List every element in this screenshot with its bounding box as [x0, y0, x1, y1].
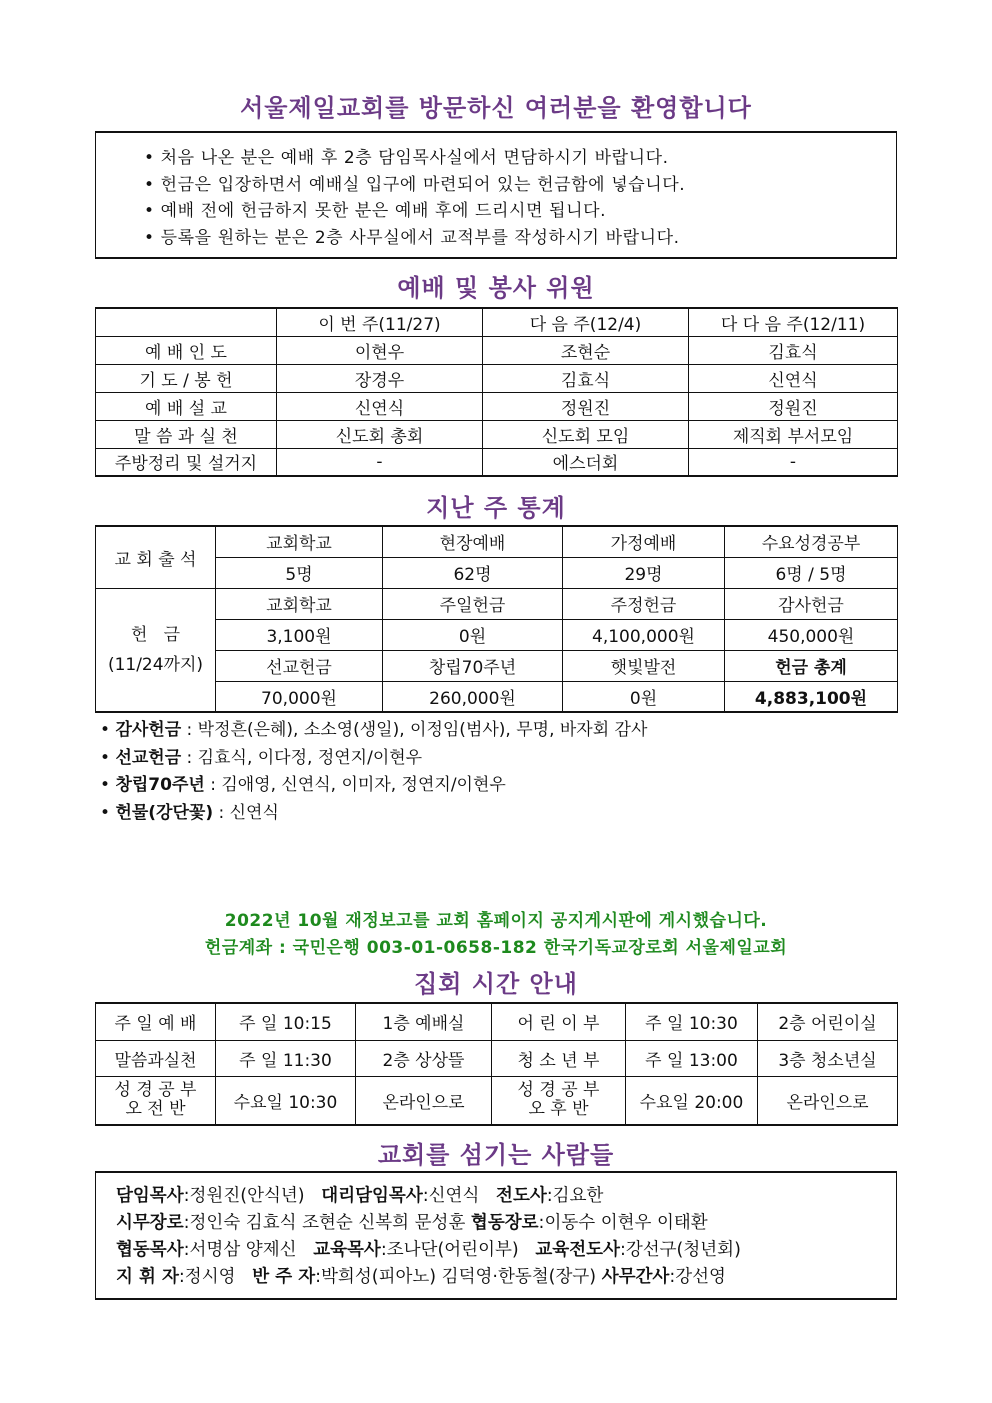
table-cell: 정원진 — [483, 392, 689, 420]
note-text: : 신연식 — [213, 802, 279, 823]
staff-role: 협동장로 — [470, 1213, 539, 1233]
staff-role: 전도사 — [496, 1186, 547, 1206]
table-cell — [492, 1076, 626, 1125]
table-cell: 제직회 부서모임 — [689, 420, 898, 448]
table-cell: 1층 예배실 — [356, 1003, 492, 1040]
table-cell: 6명 / 5명 — [725, 557, 898, 588]
note-item: • 창립70주년 : 김애영, 신연식, 이미자, 정연지/이현우 — [100, 775, 506, 795]
table-cell: 예 배 설 교 — [96, 392, 277, 420]
note-text: : 박정흔(은혜), 소소영(생일), 이정임(범사), 무명, 바자회 감사 — [181, 720, 648, 740]
stats-title: 지난 주 통계 — [426, 494, 566, 522]
table-row — [96, 448, 898, 476]
staff-lines — [116, 1183, 896, 1291]
table-cell: 3,100원 — [216, 619, 383, 650]
study-pm-line2: 오 후 반 — [528, 1099, 589, 1120]
table-cell: 29명 — [563, 557, 725, 588]
table-cell: 신도회 모임 — [483, 420, 689, 448]
note-text: : 김애영, 신연식, 이미자, 정연지/이현우 — [204, 775, 506, 795]
list-item: • 예배 전에 헌금하지 못한 분은 예배 후에 드리시면 됩니다. — [144, 198, 896, 225]
table-cell: 260,000원 — [383, 681, 563, 712]
table-cell: 450,000원 — [725, 619, 898, 650]
table-cell: 주일헌금 — [383, 588, 563, 619]
study-am-line1: 성 경 공 부 — [114, 1080, 197, 1101]
note-item: • 감사헌금 : 박정흔(은혜), 소소영(생일), 이정임(범사), 무명, 바자회 감사 — [100, 720, 648, 740]
welcome-list — [96, 133, 896, 251]
note-label: 창립70주년 — [115, 775, 205, 795]
table-cell: 창립70주년 — [383, 650, 563, 681]
total-value: 4,883,100원 — [725, 681, 898, 712]
total-label: 헌금 총계 — [725, 650, 898, 681]
table-cell: 62명 — [383, 557, 563, 588]
staff-line — [116, 1210, 896, 1237]
table-cell: 신도회 총회 — [277, 420, 483, 448]
table-cell — [96, 308, 277, 336]
table-cell: 교회학교 — [216, 588, 383, 619]
table-cell: 예 배 인 도 — [96, 336, 277, 364]
staff-names: :서명삼 양제신 — [183, 1240, 314, 1260]
staff-role: 반 주 자 — [252, 1267, 316, 1287]
table-cell: 감사헌금 — [725, 588, 898, 619]
staff-names: :강선영 — [669, 1267, 726, 1287]
table-cell: 수요일 20:00 — [626, 1076, 758, 1125]
table-cell: 주 일 10:15 — [216, 1003, 356, 1040]
table-cell: 5명 — [216, 557, 383, 588]
stats-table — [95, 525, 898, 713]
table-cell: 70,000원 — [216, 681, 383, 712]
staff-role: 담임목사 — [116, 1186, 184, 1206]
table-row — [96, 650, 898, 681]
list-item: • 헌금은 입장하면서 예배실 입구에 마련되어 있는 헌금함에 넣습니다. — [144, 172, 896, 199]
table-cell: 신연식 — [689, 364, 898, 392]
meetings-title: 집회 시간 안내 — [414, 970, 578, 998]
table-cell: 수요성경공부 — [725, 526, 898, 557]
list-item: • 처음 나온 분은 예배 후 2층 담임목사실에서 면담하시기 바랍니다. — [144, 145, 896, 172]
table-cell: 온라인으로 — [356, 1076, 492, 1125]
table-cell: 다 다 음 주(12/11) — [689, 308, 898, 336]
note-item: • 헌물(강단꽃) : 신연식 — [100, 802, 279, 823]
table-cell: 2층 어린이실 — [758, 1003, 898, 1040]
table-row — [96, 420, 898, 448]
table-cell: 3층 청소년실 — [758, 1040, 898, 1076]
meetings-table — [95, 1002, 898, 1126]
note-item: • 선교헌금 : 김효식, 이다정, 정연지/이현우 — [100, 747, 423, 768]
table-cell: 주 일 예 배 — [96, 1003, 216, 1040]
table-header-row — [96, 308, 898, 336]
table-cell: 2층 상상뜰 — [356, 1040, 492, 1076]
table-cell: 0원 — [383, 619, 563, 650]
table-cell: 김효식 — [689, 336, 898, 364]
table-cell: 수요일 10:30 — [216, 1076, 356, 1125]
welcome-title: 서울제일교회를 방문하신 여러분을 환영합니다 — [240, 94, 752, 122]
table-cell: 주정헌금 — [563, 588, 725, 619]
table-cell: 김효식 — [483, 364, 689, 392]
table-cell — [96, 1076, 216, 1125]
table-cell: 0원 — [563, 681, 725, 712]
note-text: : 김효식, 이다정, 정연지/이현우 — [181, 747, 423, 768]
study-pm-label — [518, 1081, 600, 1119]
note-label: 선교헌금 — [115, 747, 182, 768]
bank-account: 헌금계좌 : 국민은행 003-01-0658-182 한국기독교장로회 서울제일교회 — [204, 938, 788, 958]
staff-role: 대리담임목사 — [321, 1186, 423, 1206]
attendance-label: 교 회 출 석 — [96, 526, 216, 588]
staff-box — [95, 1171, 897, 1300]
finance-notice: 2022년 10월 재정보고를 교회 홈페이지 공지게시판에 게시했습니다. — [224, 911, 768, 931]
staff-names: :정시영 — [178, 1267, 253, 1287]
table-cell: 이현우 — [277, 336, 483, 364]
staff-names: :강선구(청년회) — [619, 1240, 741, 1260]
table-cell: 어 린 이 부 — [492, 1003, 626, 1040]
table-cell: 조현순 — [483, 336, 689, 364]
table-row — [96, 557, 898, 588]
table-row — [96, 619, 898, 650]
table-cell: 주 일 10:30 — [626, 1003, 758, 1040]
table-row — [96, 681, 898, 712]
staff-role: 시무장로 — [116, 1213, 184, 1233]
study-am-line2: 오 전 반 — [125, 1099, 186, 1120]
staff-names: :박희성(피아노) 김덕영·한동철(장구) — [315, 1267, 602, 1287]
table-cell: 장경우 — [277, 364, 483, 392]
staff-names: :정원진(안식년) — [183, 1186, 322, 1206]
table-cell: 기 도 / 봉 헌 — [96, 364, 277, 392]
table-cell: 에스더회 — [483, 448, 689, 476]
staff-line — [116, 1237, 896, 1264]
staff-role: 교육전도사 — [535, 1240, 620, 1260]
table-cell: 주방정리 및 설거지 — [96, 448, 277, 476]
table-row — [96, 1003, 898, 1040]
staff-line — [116, 1183, 896, 1210]
staff-role: 협동목사 — [116, 1240, 184, 1260]
table-cell: 주 일 13:00 — [626, 1040, 758, 1076]
staff-names: :신연식 — [422, 1186, 497, 1206]
table-cell: 햇빛발전 — [563, 650, 725, 681]
study-am-label — [115, 1081, 197, 1119]
table-cell: 교회학교 — [216, 526, 383, 557]
table-cell: 온라인으로 — [758, 1076, 898, 1125]
table-cell: 말씀과실천 — [96, 1040, 216, 1076]
welcome-box — [95, 131, 897, 259]
table-row — [96, 588, 898, 619]
offering-notes — [100, 717, 890, 827]
table-cell: 선교헌금 — [216, 650, 383, 681]
note-label: 감사헌금 — [115, 720, 182, 740]
table-row — [96, 526, 898, 557]
staff-title: 교회를 섬기는 사람들 — [377, 1141, 615, 1169]
table-cell: 4,100,000원 — [563, 619, 725, 650]
table-cell: - — [689, 448, 898, 476]
table-cell: 말 씀 과 실 천 — [96, 420, 277, 448]
offering-sublabel: (11/24까지) — [107, 654, 204, 675]
service-table — [95, 307, 898, 477]
table-cell: 이 번 주(11/27) — [277, 308, 483, 336]
table-cell: 현장예배 — [383, 526, 563, 557]
table-cell: 신연식 — [277, 392, 483, 420]
staff-line — [116, 1264, 896, 1291]
note-label: 헌물(강단꽃) — [115, 802, 214, 823]
staff-role: 교육목사 — [313, 1240, 381, 1260]
staff-names: :이동수 이현우 이태환 — [538, 1213, 708, 1233]
staff-names: :김요한 — [546, 1186, 604, 1206]
table-row — [96, 364, 898, 392]
staff-names: :정인숙 김효식 조현순 신복희 문성훈 — [183, 1213, 471, 1233]
table-row — [96, 1040, 898, 1076]
study-pm-line1: 성 경 공 부 — [517, 1080, 600, 1101]
staff-names: :조나단(어린이부) — [380, 1240, 536, 1260]
table-row — [96, 392, 898, 420]
staff-role: 사무간사 — [601, 1267, 670, 1287]
list-item: • 등록을 원하는 분은 2층 사무실에서 교적부를 작성하시기 바랍니다. — [144, 225, 896, 252]
table-cell: 정원진 — [689, 392, 898, 420]
service-title: 예배 및 봉사 위원 — [397, 274, 595, 302]
staff-role: 지 휘 자 — [116, 1267, 179, 1287]
table-row — [96, 336, 898, 364]
table-cell: 다 음 주(12/4) — [483, 308, 689, 336]
table-cell: 가정예배 — [563, 526, 725, 557]
offering-label-text: 헌 금 — [130, 624, 181, 645]
table-cell: 청 소 년 부 — [492, 1040, 626, 1076]
offering-label — [96, 588, 216, 712]
table-cell: - — [277, 448, 483, 476]
table-cell: 주 일 11:30 — [216, 1040, 356, 1076]
table-row — [96, 1076, 898, 1125]
